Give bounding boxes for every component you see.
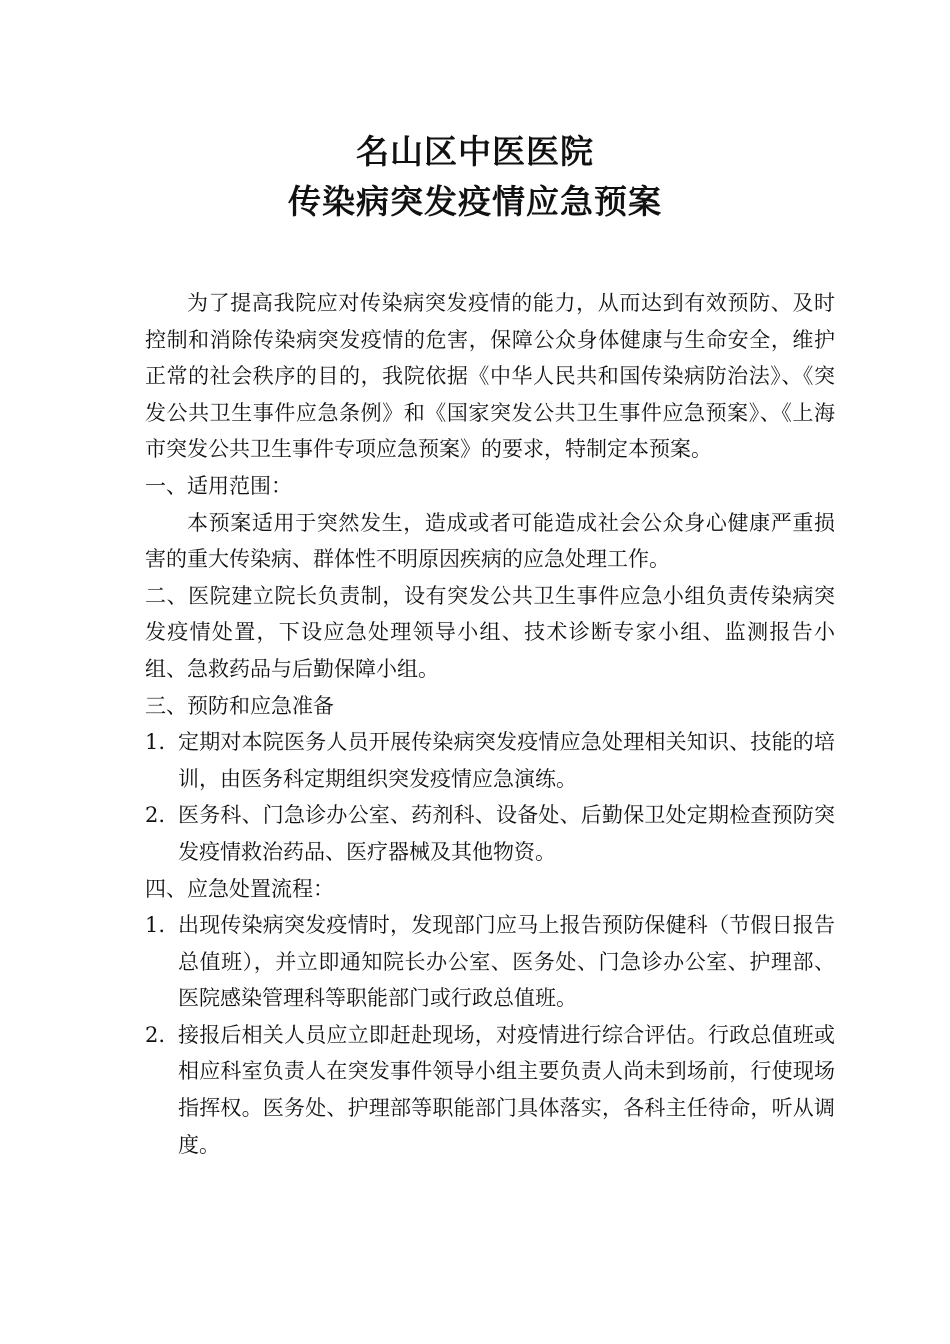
section3-list (145, 724, 835, 870)
list-item (145, 724, 835, 797)
document-title-hospital: 名山区中医医院 (356, 132, 594, 171)
list-item-number: 2. (145, 1022, 166, 1047)
section1-paragraph: 本预案适用于突然发生，造成或者可能造成社会公众身心健康严重损害的重大传染病、群体性不明原因疾病的应急处理工作。 (145, 510, 835, 572)
list-item (145, 1017, 835, 1163)
list-item-number: 1. (145, 913, 166, 938)
section2-paragraph: 二、医院建立院长负责制，设有突发公共卫生事件应急小组负责传染病突发疫情处置，下设应急处理领导小组、技术诊断专家小组、监测报告小组、急救药品与后勤保障小组。 (145, 583, 835, 681)
list-item-text: 定期对本院医务人员开展传染病突发疫情应急处理相关知识、技能的培训，由医务科定期组织突发疫情应急演练。 (178, 730, 835, 791)
document-title-plan: 传染病突发疫情应急预案 (288, 182, 662, 221)
list-item-text: 出现传染病突发疫情时，发现部门应马上报告预防保健科（节假日报告总值班），并立即通知院长办公室、医务处、门急诊办公室、护理部、医院感染管理科等职能部门或行政总值班。 (178, 913, 835, 1011)
section1-heading: 一、适用范围： (145, 473, 292, 498)
section3-heading: 三、预防和应急准备 (145, 693, 334, 718)
list-item-number: 1. (145, 730, 166, 755)
list-item-text: 接报后相关人员应立即赶赴现场，对疫情进行综合评估。行政总值班或相应科室负责人在突发事件领导小组主要负责人尚未到场前，行使现场指挥权。医务处、护理部等职能部门具体落实，各科主任待命，听从调度。 (178, 1022, 835, 1157)
list-item (145, 907, 835, 1017)
list-item-number: 2. (145, 803, 166, 828)
document-body (145, 285, 835, 1163)
section4-heading: 四、应急处置流程： (145, 876, 334, 901)
list-item (145, 797, 835, 870)
section4-list (145, 907, 835, 1163)
list-item-text: 医务科、门急诊办公室、药剂科、设备处、后勤保卫处定期检查预防突发疫情救治药品、医疗器械及其他物资。 (178, 803, 835, 864)
intro-paragraph: 为了提高我院应对传染病突发疫情的能力，从而达到有效预防、及时控制和消除传染病突发疫情的危害，保障公众身体健康与生命安全，维护正常的社会秩序的目的，我院依据《中华人民共和国传染病防治法》、《突发公共卫生事件应急条例》和《国家突发公共卫生事件应急预案》、《上海市突发公共卫生事件专项应急预案》的要求，特制定本预案。 (145, 291, 835, 462)
